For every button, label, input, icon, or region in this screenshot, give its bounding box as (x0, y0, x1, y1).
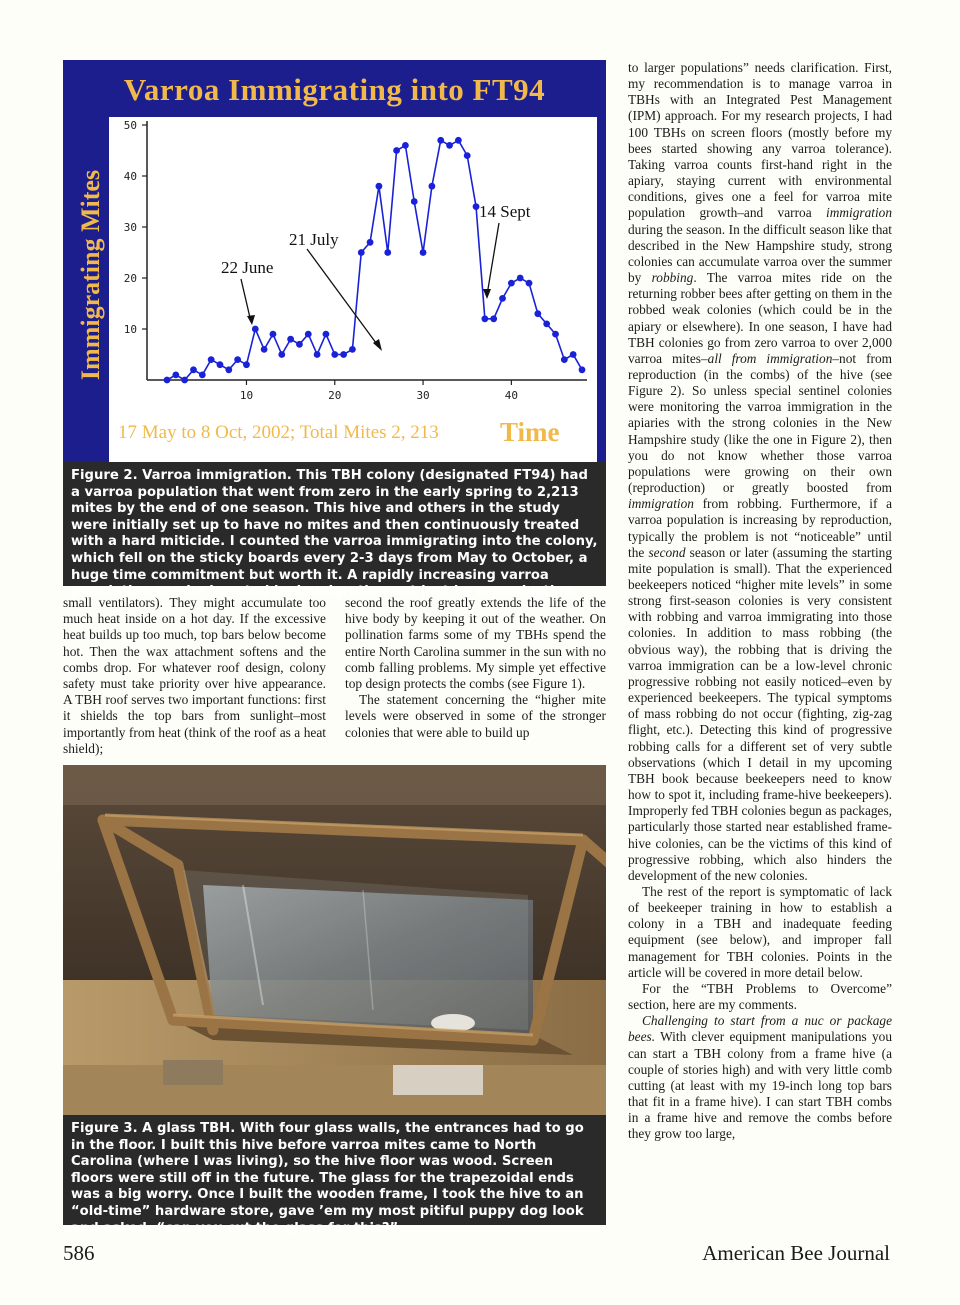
data-point (278, 351, 285, 358)
figure-3-photo (63, 765, 606, 1115)
emphasis: immigration (628, 496, 694, 512)
data-point (517, 275, 524, 282)
x-tick-label: 10 (239, 389, 254, 402)
annotation-arrowhead (247, 315, 255, 325)
y-tick-label: 20 (123, 272, 137, 285)
data-point (234, 356, 241, 363)
annotation-arrowhead (483, 289, 491, 299)
emphasis: immigration (826, 205, 892, 221)
data-point (420, 249, 427, 256)
data-point (411, 198, 418, 205)
data-point (552, 331, 559, 338)
left-column-text (63, 595, 326, 757)
chart-svg (109, 117, 597, 402)
text-run: season or later (assuming the starting mite population is small). That the experienced beekeepers noticed “higher mite levels” in some strong first-season colonies is very consistent with robbing and varroa immigrating into those colonies. In addition to mass robbing (the obvious way), the robbing that is driving the varroa immigration can be a low-level chronic progressive robbing not easily noticed–even by experienced beekeepers. The typical symptoms of mass robbing do not occur (fighting, zig-zag flight, etc.). Detecting this kind of progressive robbing calls for a different set of very subtle observations (which I detail in my upcoming TBH book because beekeepers need to know how to spot it, including frame-hive beekeepers). Improperly fed TBH colonies begun as packages, particularly those started near established frame-hive colonies, can be the victims of this kind of progressive robbing, which also hinders the development of the new colonies. (628, 544, 892, 883)
data-point (579, 366, 586, 373)
data-point (464, 152, 471, 159)
data-point (455, 137, 462, 144)
data-point (393, 147, 400, 154)
data-point (199, 372, 206, 379)
x-tick-label: 20 (328, 389, 342, 402)
right-paragraph-3: For the “TBH Problems to Overcome” section, here are my comments. (628, 980, 892, 1013)
text-run: during the season. In the difficult season like that described in the New Hampshire study, strong colonies can accumulate varroa over the summer by (628, 221, 892, 286)
data-point (490, 315, 497, 322)
emphasis: all from immigration (707, 350, 833, 366)
annotation-22-june: 22 June (221, 258, 274, 277)
data-point (437, 137, 444, 144)
data-point (172, 372, 179, 379)
y-tick-label: 30 (123, 221, 137, 234)
chart-plot-area (109, 117, 597, 462)
data-point (543, 321, 550, 328)
annotation-arrow (241, 279, 251, 322)
data-point (225, 366, 232, 373)
data-point (243, 361, 250, 368)
chart-x-axis-label: Time (500, 417, 560, 447)
data-point (208, 356, 215, 363)
data-point (534, 310, 541, 317)
chart-title: Varroa Immigrating into FT94 (123, 72, 546, 107)
chart-y-axis-label: Immigrating Mites (76, 169, 105, 381)
right-paragraph-4 (628, 1013, 892, 1142)
data-point (481, 315, 488, 322)
data-point (428, 183, 435, 190)
emphasis: second (648, 544, 686, 560)
middle-paragraph-2: The statement concerning the “higher mite levels were observed in some of the stronger colonies that were able to build up (345, 692, 606, 740)
text-run: to larger populations” needs clarification. First, my recommendation is to manage varroa in TBHs with an Integrated Pest Management (IPM) approach. For my research projects, I had 100 TBHs on screen floors (mostly before my bees started showing any varroa tolerance). Taking varroa counts first-hand right in the apiary, staying current with environmental conditions, gives one a feel for varroa mite population growth–and varroa (628, 60, 892, 221)
x-tick-label: 40 (504, 389, 518, 402)
right-column-text (628, 60, 892, 1142)
page-number: 586 (63, 1241, 95, 1265)
data-point (367, 239, 374, 246)
emphasis: Challenging to start from a nuc or package bees. (628, 1013, 892, 1045)
data-point (446, 142, 453, 149)
data-point (296, 341, 303, 348)
right-paragraph-2: The rest of the report is symptomatic of lack of beekeeper training in how to establish a colony in a TBH and inadequate feeding equipment (see below), and improper fall management for TBH colonies. Points in the article will be covered in more detail below. (628, 883, 892, 980)
annotation-arrow (487, 223, 499, 295)
y-tick-label: 50 (123, 119, 137, 132)
figure-2-chart (63, 60, 606, 462)
data-point (358, 249, 365, 256)
figure-2-caption: Figure 2. Varroa immigration. This TBH colony (designated FT94) had a varroa population that went from zero in the early spring to 2,213 mites by the end of one season. This hive and others in the study were initially set up to have no mites and then continuously treated with a hard miticide. I counted the varroa immigrating into the colony, which fell on the sticky boards every 2-3 days from May to October, a huge time commitment but worth it. A rapidly increasing varroa population can be boosted by immigration not just by reproduction. (63, 462, 606, 586)
middle-column-text (345, 595, 606, 741)
data-point (570, 351, 577, 358)
data-point (261, 346, 268, 353)
data-point (376, 183, 383, 190)
data-point (384, 249, 391, 256)
y-tick-label: 40 (123, 170, 137, 183)
x-tick-label: 30 (416, 389, 430, 402)
text-run: from robbing. Furthermore, if a varroa population is increasing by reproduction, typically the problem is not “noticeable” until the (628, 496, 892, 560)
data-point (190, 366, 197, 373)
figure-3-caption: Figure 3. A glass TBH. With four glass walls, the entrances had to go in the floor. I built this hive before varroa mites came to North Carolina (where I was living), so the hive floor was wood. Screen floors were still off in the future. The glass for the trapezoidal ends was a big worry. Once I built the wooden frame, I took the hive to an “old-time” hardware store, gave ’em my most pitiful puppy dog look and asked, “can you cut the glass for this?” (63, 1115, 606, 1225)
right-paragraph-1 (628, 60, 892, 884)
data-point (164, 377, 171, 384)
data-point (181, 377, 188, 384)
data-point (561, 356, 568, 363)
text-run: . The varroa mites ride on the returning robber bees after getting on them in the robbed weak colonies (which could be in the apiary or elsewhere). In one season, I have had TBH colonies go from zero varroa to over 2,000 varroa mites– (628, 270, 893, 366)
chart-subtitle: 17 May to 8 Oct, 2002; Total Mites 2, 213 (118, 422, 439, 443)
data-point (252, 326, 259, 333)
left-paragraph: small ventilators). They might accumulate too much heat inside on a hot day. If the excessive heat builds up too much, top bars below become hot. Then the wax attachment softens and the combs drop. For whatever roof design, colony safety must take priority over hive appearance. A TBH roof serves two important functions: first it shields the top bars from sunlight–most importantly from heat (think of the roof as a heat shield); (63, 595, 326, 756)
data-point (331, 351, 338, 358)
glass-tbh-illustration (63, 765, 606, 1115)
data-point (526, 280, 533, 287)
annotation-21-july: 21 July (289, 230, 339, 249)
data-point (217, 361, 224, 368)
y-tick-label: 10 (123, 323, 137, 336)
data-point (499, 295, 506, 302)
text-run: –not from reproduction (in the combs) of the hive (see Figure 2). So unless special sentinel colonies were monitoring the varroa immigration in the apiaries with the strong colonies in the New Hampshire study (like the one in Figure 2), then you do not know whether those varroa populations were growing on their own (reproduction) or greatly boosted from (628, 350, 893, 496)
middle-paragraph-1: second the roof greatly extends the life of the hive body by keeping it out of the weather. On pollination farms some of my TBHs spend the entire North Carolina summer in the sun with no comb falling problems. My simple yet effective top design protects the combs (see Figure 1). (345, 595, 606, 692)
data-point (305, 331, 312, 338)
data-point (340, 351, 347, 358)
annotation-14-sept: 14 Sept (479, 202, 531, 221)
data-point (402, 142, 409, 149)
data-point (314, 351, 321, 358)
data-point (323, 331, 330, 338)
journal-name: American Bee Journal (702, 1241, 890, 1265)
data-point (287, 336, 294, 343)
data-point (270, 331, 277, 338)
emphasis: robbing (651, 270, 694, 286)
text-run: With clever equipment manipulations you can start a TBH colony from a frame hive (a couple of stories high) and with very little comb cutting (at least with my 19-inch long top bars that fit in a frame hive). I can start TBH combs in a frame hive and remove the combs before they grow too large, (628, 1029, 892, 1142)
annotation-arrow (307, 249, 379, 347)
data-point (508, 280, 515, 287)
data-point (349, 346, 356, 353)
